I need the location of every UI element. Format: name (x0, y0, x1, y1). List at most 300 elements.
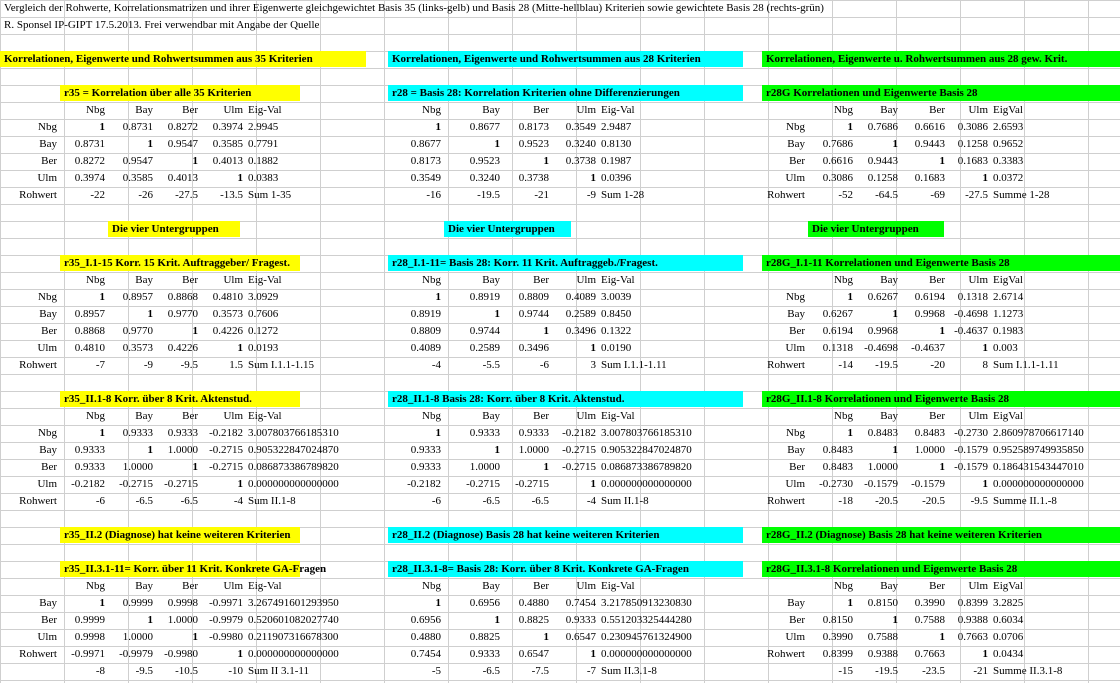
table-cell[interactable]: 1 (147, 138, 153, 150)
table-cell[interactable]: 0.9333 (469, 648, 500, 660)
table-cell[interactable]: -0.4637 (911, 342, 945, 354)
column-header[interactable]: Bay (135, 580, 153, 592)
table-cell[interactable]: 0.9333 (565, 614, 596, 626)
table-cell[interactable]: 0.4013 (167, 172, 198, 184)
table-cell[interactable]: -6.5 (482, 665, 500, 677)
column-header[interactable]: Nbg (422, 274, 441, 286)
table-cell[interactable]: 0.8677 (410, 138, 441, 150)
table-cell[interactable]: -19.5 (875, 665, 898, 677)
table-cell[interactable]: 0.3549 (565, 121, 596, 133)
table-cell[interactable]: 0.8399 (957, 597, 988, 609)
table-cell[interactable]: 3.007803766185310 (601, 427, 692, 439)
table-cell[interactable]: 0.8957 (122, 291, 153, 303)
column-header[interactable]: Ulm (968, 104, 988, 116)
row-label[interactable]: Rohwert (767, 495, 805, 507)
table-cell[interactable]: 1 (590, 342, 596, 354)
table-cell[interactable]: 0.3738 (518, 172, 549, 184)
subgroup-heading[interactable]: Die vier Untergruppen (108, 221, 240, 237)
table-cell[interactable]: -16 (426, 189, 441, 201)
table-cell[interactable]: 3.2825 (993, 597, 1024, 609)
table-cell[interactable]: 0.3549 (410, 172, 441, 184)
row-label[interactable] (366, 493, 396, 509)
table-cell[interactable]: -0.2182 (562, 427, 596, 439)
column-header[interactable]: Ulm (576, 104, 596, 116)
row-label[interactable] (366, 663, 396, 679)
column-header[interactable]: Nbg (422, 104, 441, 116)
row-label[interactable]: Ulm (785, 172, 805, 184)
table-cell[interactable]: 1 (892, 138, 898, 150)
table-cell[interactable]: 1 (494, 138, 500, 150)
table-cell[interactable]: Sum I.1.1-1.15 (248, 359, 314, 371)
table-cell[interactable]: 0.7454 (410, 648, 441, 660)
table-cell[interactable]: -23.5 (922, 665, 945, 677)
table-cell[interactable]: 1 (237, 478, 243, 490)
table-cell[interactable]: 0.3974 (74, 172, 105, 184)
table-cell[interactable]: Sum 1-28 (601, 189, 645, 201)
row-label[interactable]: Ulm (785, 631, 805, 643)
column-header[interactable]: Eig-Val (601, 410, 635, 422)
table-cell[interactable]: 1.0000 (167, 614, 198, 626)
column-header[interactable]: Bay (880, 580, 898, 592)
table-cell[interactable]: 0.6956 (469, 597, 500, 609)
column-header[interactable]: Eig-Val (601, 580, 635, 592)
table-cell[interactable]: 1 (494, 308, 500, 320)
row-label[interactable] (366, 306, 396, 322)
column-header[interactable]: Bay (482, 580, 500, 592)
table-cell[interactable]: 0.9744 (469, 325, 500, 337)
column-header[interactable]: EigVal (993, 580, 1023, 592)
column-header[interactable]: Nbg (422, 580, 441, 592)
row-label[interactable] (366, 187, 396, 203)
table-cell[interactable]: 0.7791 (248, 138, 279, 150)
subgroup-heading[interactable]: Die vier Untergruppen (808, 221, 944, 237)
table-cell[interactable]: -21 (534, 189, 549, 201)
table-cell[interactable]: 0.905322847024870 (248, 444, 339, 456)
table-cell[interactable]: 0.9333 (122, 427, 153, 439)
table-cell[interactable]: -7 (586, 665, 596, 677)
column-header[interactable]: Ber (182, 104, 198, 116)
table-cell[interactable]: 1 (435, 597, 441, 609)
table-cell[interactable]: 0.7663 (957, 631, 988, 643)
table-cell[interactable]: 0.8919 (410, 308, 441, 320)
row-label[interactable]: Rohwert (767, 359, 805, 371)
table-cell[interactable]: 0.086873386789820 (248, 461, 339, 473)
row-label[interactable]: Rohwert (19, 189, 57, 201)
row-label[interactable]: Nbg (786, 291, 805, 303)
block-title[interactable]: r28 = Basis 28: Korrelation Kriterien ohne Differenzierungen (388, 85, 743, 101)
table-cell[interactable]: 0.3738 (565, 155, 596, 167)
row-label[interactable] (366, 646, 396, 662)
column-header[interactable]: Ulm (968, 410, 988, 422)
table-cell[interactable]: 2.6714 (993, 291, 1024, 303)
row-label[interactable]: Rohwert (19, 648, 57, 660)
table-cell[interactable]: -9 (586, 189, 596, 201)
row-label[interactable]: Rohwert (19, 359, 57, 371)
table-cell[interactable]: 1 (237, 648, 243, 660)
table-cell[interactable]: -69 (930, 189, 945, 201)
table-cell[interactable]: 0.4810 (212, 291, 243, 303)
table-cell[interactable]: 2.9945 (248, 121, 279, 133)
row-label[interactable] (366, 340, 396, 356)
column-header[interactable]: Bay (135, 104, 153, 116)
column-header[interactable]: Bay (880, 410, 898, 422)
table-cell[interactable]: 0.8399 (822, 648, 853, 660)
table-cell[interactable]: 0.8809 (410, 325, 441, 337)
table-cell[interactable]: 0.000000000000000 (248, 478, 339, 490)
table-cell[interactable]: 3.217850913230830 (601, 597, 692, 609)
column-header[interactable]: Eig-Val (248, 104, 282, 116)
column-header[interactable]: Bay (880, 104, 898, 116)
table-cell[interactable]: 0.7454 (565, 597, 596, 609)
block-title[interactable]: r35_II.1-8 Korr. über 8 Krit. Aktenstud. (60, 391, 300, 407)
table-cell[interactable]: -6 (431, 495, 441, 507)
table-cell[interactable]: Sum I.1.1-1.11 (993, 359, 1059, 371)
column-header[interactable]: Ulm (576, 274, 596, 286)
column-header[interactable]: Nbg (422, 410, 441, 422)
table-cell[interactable]: 0.1258 (957, 138, 988, 150)
table-cell[interactable]: 0.9333 (518, 427, 549, 439)
table-cell[interactable]: 1 (590, 648, 596, 660)
table-cell[interactable]: -6 (95, 495, 105, 507)
table-cell[interactable]: 0.9998 (74, 631, 105, 643)
table-cell[interactable]: 1.0000 (518, 444, 549, 456)
table-cell[interactable]: 0.4089 (565, 291, 596, 303)
table-cell[interactable]: 0.9968 (867, 325, 898, 337)
table-cell[interactable]: 0.0193 (248, 342, 279, 354)
table-cell[interactable]: 1 (192, 155, 198, 167)
table-cell[interactable]: 0.1258 (867, 172, 898, 184)
table-cell[interactable]: 2.6593 (993, 121, 1024, 133)
table-cell[interactable]: -7 (95, 359, 105, 371)
table-cell[interactable]: -0.1579 (954, 461, 988, 473)
table-cell[interactable]: 0.1683 (957, 155, 988, 167)
row-label[interactable] (366, 629, 396, 645)
table-cell[interactable]: Summe 1-28 (993, 189, 1050, 201)
table-cell[interactable]: 1 (939, 461, 945, 473)
table-cell[interactable]: 1 (494, 444, 500, 456)
column-header[interactable]: Ber (182, 274, 198, 286)
table-cell[interactable]: 0.3974 (212, 121, 243, 133)
table-cell[interactable]: 0.8483 (822, 444, 853, 456)
table-cell[interactable]: 0.8868 (167, 291, 198, 303)
table-cell[interactable]: 1 (147, 308, 153, 320)
table-cell[interactable]: 0.000000000000000 (248, 648, 339, 660)
table-cell[interactable]: 0.7606 (248, 308, 279, 320)
table-cell[interactable]: 0.520601082027740 (248, 614, 339, 626)
table-cell[interactable]: 1 (892, 308, 898, 320)
row-label[interactable]: Bay (787, 597, 805, 609)
table-cell[interactable]: 0.000000000000000 (601, 478, 692, 490)
table-cell[interactable]: 1 (435, 121, 441, 133)
table-cell[interactable]: 1 (494, 614, 500, 626)
table-cell[interactable]: 0.7686 (867, 121, 898, 133)
table-cell[interactable]: -0.2730 (954, 427, 988, 439)
row-label[interactable]: Bay (787, 308, 805, 320)
group-heading[interactable]: Korrelationen, Eigenwerte und Rohwertsummen aus 35 Kriterien (0, 51, 366, 67)
row-label[interactable] (366, 425, 396, 441)
table-cell[interactable]: 0.9523 (518, 138, 549, 150)
block-title[interactable]: r35 = Korrelation über alle 35 Kriterien (60, 85, 300, 101)
table-cell[interactable]: 8 (982, 359, 988, 371)
table-cell[interactable]: -0.2715 (562, 444, 596, 456)
column-header[interactable]: Ber (182, 410, 198, 422)
table-cell[interactable]: 0.8868 (74, 325, 105, 337)
table-cell[interactable]: -4 (431, 359, 441, 371)
table-cell[interactable]: 0.1882 (248, 155, 279, 167)
column-header[interactable]: Nbg (86, 580, 105, 592)
table-cell[interactable]: 0.0434 (993, 648, 1024, 660)
table-cell[interactable]: 1 (847, 427, 853, 439)
table-cell[interactable]: 1 (892, 614, 898, 626)
table-cell[interactable]: 0.6616 (914, 121, 945, 133)
table-cell[interactable]: 1.0000 (914, 444, 945, 456)
table-cell[interactable]: -9.5 (135, 665, 153, 677)
column-header[interactable]: Bay (482, 274, 500, 286)
column-header[interactable]: Ber (182, 580, 198, 592)
table-cell[interactable]: -0.1579 (911, 478, 945, 490)
table-cell[interactable]: 1 (435, 427, 441, 439)
column-header[interactable]: Bay (880, 274, 898, 286)
row-label[interactable]: Bay (39, 138, 57, 150)
table-cell[interactable]: -0.9980 (164, 648, 198, 660)
row-label[interactable]: Nbg (38, 121, 57, 133)
table-cell[interactable]: -15 (838, 665, 853, 677)
column-header[interactable]: Ulm (223, 410, 243, 422)
table-cell[interactable]: 0.9333 (410, 461, 441, 473)
row-label[interactable] (366, 612, 396, 628)
table-cell[interactable]: 1 (99, 121, 105, 133)
table-cell[interactable]: 0.9547 (167, 138, 198, 150)
table-cell[interactable]: -9.5 (180, 359, 198, 371)
table-cell[interactable]: 0.003 (993, 342, 1018, 354)
table-cell[interactable]: 0.6034 (993, 614, 1024, 626)
table-cell[interactable]: 0.9968 (914, 308, 945, 320)
table-cell[interactable]: 0.9547 (122, 155, 153, 167)
row-label[interactable]: Bay (39, 308, 57, 320)
table-cell[interactable]: Sum 1-35 (248, 189, 292, 201)
table-cell[interactable]: -9 (143, 359, 153, 371)
table-cell[interactable]: 0.6547 (518, 648, 549, 660)
block-title[interactable]: r28_II.2 (Diagnose) Basis 28 hat keine weiteren Kriterien (388, 527, 743, 543)
row-label[interactable] (366, 357, 396, 373)
table-cell[interactable]: -20.5 (922, 495, 945, 507)
column-header[interactable]: Eig-Val (248, 274, 282, 286)
table-cell[interactable]: 1 (192, 461, 198, 473)
table-cell[interactable]: 0.086873386789820 (601, 461, 692, 473)
table-cell[interactable]: -21 (973, 665, 988, 677)
table-cell[interactable]: -20 (930, 359, 945, 371)
table-cell[interactable]: 0.8150 (822, 614, 853, 626)
table-cell[interactable]: 0.8272 (167, 121, 198, 133)
table-cell[interactable]: -0.1579 (864, 478, 898, 490)
table-cell[interactable]: 1 (982, 172, 988, 184)
row-label[interactable] (366, 289, 396, 305)
table-cell[interactable]: -0.4637 (954, 325, 988, 337)
table-cell[interactable]: 0.9333 (74, 461, 105, 473)
table-cell[interactable]: 0.905322847024870 (601, 444, 692, 456)
table-cell[interactable]: -52 (838, 189, 853, 201)
table-cell[interactable]: -9.5 (970, 495, 988, 507)
row-label[interactable]: Ulm (785, 478, 805, 490)
table-cell[interactable]: 0.6616 (822, 155, 853, 167)
row-label[interactable]: Rohwert (19, 495, 57, 507)
table-cell[interactable]: 0.2589 (469, 342, 500, 354)
block-title[interactable]: r28G Korrelationen und Eigenwerte Basis 28 (762, 85, 1120, 101)
table-cell[interactable]: -6.5 (531, 495, 549, 507)
table-cell[interactable]: -8 (95, 665, 105, 677)
table-cell[interactable]: Summe II.3.1-8 (993, 665, 1063, 677)
column-header[interactable]: Eig-Val (601, 104, 635, 116)
table-cell[interactable]: 0.3573 (212, 308, 243, 320)
column-header[interactable]: Eig-Val (601, 274, 635, 286)
table-cell[interactable]: 0.6194 (914, 291, 945, 303)
column-header[interactable]: Bay (135, 410, 153, 422)
table-cell[interactable]: -6.5 (482, 495, 500, 507)
table-cell[interactable]: -14 (838, 359, 853, 371)
table-cell[interactable]: 0.8483 (822, 461, 853, 473)
table-cell[interactable]: 1 (99, 291, 105, 303)
row-label[interactable]: Ber (789, 614, 805, 626)
table-cell[interactable]: -6 (539, 359, 549, 371)
table-cell[interactable]: 1 (847, 121, 853, 133)
table-cell[interactable]: 1 (939, 325, 945, 337)
table-cell[interactable]: -0.9979 (209, 614, 243, 626)
table-cell[interactable]: Summe II.1.-8 (993, 495, 1057, 507)
row-label[interactable]: Nbg (786, 121, 805, 133)
block-title[interactable]: r35_II.3.1-11= Korr. über 11 Krit. Konkrete GA-Fragen (60, 561, 300, 577)
table-cell[interactable]: 0.3496 (565, 325, 596, 337)
table-cell[interactable]: 1 (982, 648, 988, 660)
row-label[interactable]: Ber (789, 155, 805, 167)
table-cell[interactable]: 0.1318 (957, 291, 988, 303)
table-cell[interactable]: 0.8272 (74, 155, 105, 167)
row-label[interactable]: Bay (787, 444, 805, 456)
table-cell[interactable]: 0.6194 (822, 325, 853, 337)
row-label[interactable]: Ulm (37, 172, 57, 184)
table-cell[interactable]: 0.9388 (957, 614, 988, 626)
table-cell[interactable]: 2.9487 (601, 121, 632, 133)
table-cell[interactable]: 0.9523 (469, 155, 500, 167)
table-cell[interactable]: 1 (939, 155, 945, 167)
table-cell[interactable]: 1 (99, 427, 105, 439)
table-cell[interactable]: Sum I.1.1-1.11 (601, 359, 667, 371)
table-cell[interactable]: 0.3086 (957, 121, 988, 133)
table-cell[interactable]: 0.6956 (410, 614, 441, 626)
table-cell[interactable]: 0.8450 (601, 308, 632, 320)
table-cell[interactable]: 0.4226 (167, 342, 198, 354)
column-header[interactable]: Ulm (223, 274, 243, 286)
column-header[interactable]: Eig-Val (248, 580, 282, 592)
table-cell[interactable]: 0.1983 (993, 325, 1024, 337)
table-cell[interactable]: 0.9770 (167, 308, 198, 320)
table-cell[interactable]: 0.0706 (993, 631, 1024, 643)
table-cell[interactable]: 0.2589 (565, 308, 596, 320)
table-cell[interactable]: 0.186431543447010 (993, 461, 1084, 473)
table-cell[interactable]: 0.9998 (167, 597, 198, 609)
table-cell[interactable]: -0.2715 (209, 444, 243, 456)
table-cell[interactable]: 0.4880 (518, 597, 549, 609)
table-cell[interactable]: 1 (543, 631, 549, 643)
table-cell[interactable]: 1 (590, 478, 596, 490)
table-cell[interactable]: 0.4880 (410, 631, 441, 643)
table-cell[interactable]: 0.8173 (410, 155, 441, 167)
table-cell[interactable]: 0.8150 (867, 597, 898, 609)
row-label[interactable]: Ulm (37, 631, 57, 643)
table-cell[interactable]: 0.9999 (74, 614, 105, 626)
column-header[interactable]: Ulm (576, 580, 596, 592)
column-header[interactable]: Bay (482, 410, 500, 422)
column-header[interactable]: Ber (929, 274, 945, 286)
table-cell[interactable]: 0.8173 (518, 121, 549, 133)
table-cell[interactable]: 1 (237, 172, 243, 184)
table-cell[interactable]: 0.1272 (248, 325, 279, 337)
table-cell[interactable]: 0.0383 (248, 172, 279, 184)
table-cell[interactable]: 0.8731 (122, 121, 153, 133)
column-header[interactable]: Ber (533, 580, 549, 592)
table-cell[interactable]: -22 (90, 189, 105, 201)
table-cell[interactable]: 1.5 (229, 359, 243, 371)
table-cell[interactable]: -7.5 (531, 665, 549, 677)
table-cell[interactable]: Sum II.3.1-8 (601, 665, 657, 677)
row-label[interactable] (366, 153, 396, 169)
column-header[interactable]: EigVal (993, 104, 1023, 116)
block-title[interactable]: r28G_I.1-11 Korrelationen und Eigenwerte Basis 28 (762, 255, 1120, 271)
header-line[interactable]: Vergleich der Rohwerte, Korrelationsmatrizen und ihrer Eigenwerte gleichgewichtet Basis 35 (links-gelb) und Basis 28 (Mitte-hellblau) Kriterien sowie gewichtete Basis 28 (rechts-grün) (4, 2, 824, 14)
table-cell[interactable]: -26 (138, 189, 153, 201)
table-cell[interactable]: 0.8957 (74, 308, 105, 320)
table-cell[interactable]: 0.3990 (822, 631, 853, 643)
table-cell[interactable]: 0.3240 (469, 172, 500, 184)
table-cell[interactable]: 0.9443 (867, 155, 898, 167)
column-header[interactable]: Ber (929, 580, 945, 592)
table-cell[interactable]: -0.2182 (71, 478, 105, 490)
row-label[interactable]: Ber (41, 155, 57, 167)
table-cell[interactable]: 0.8483 (914, 427, 945, 439)
table-cell[interactable]: 0.4810 (74, 342, 105, 354)
table-cell[interactable]: -4 (586, 495, 596, 507)
table-cell[interactable]: 0.8130 (601, 138, 632, 150)
row-label[interactable]: Bay (39, 444, 57, 456)
table-cell[interactable]: 1 (847, 291, 853, 303)
table-cell[interactable]: 0.6267 (822, 308, 853, 320)
group-heading[interactable]: Korrelationen, Eigenwerte und Rohwertsummen aus 28 Kriterien (388, 51, 743, 67)
table-cell[interactable]: -0.9979 (119, 648, 153, 660)
table-cell[interactable]: 3.0929 (248, 291, 279, 303)
table-cell[interactable]: 0.6547 (565, 631, 596, 643)
table-cell[interactable]: 1 (543, 155, 549, 167)
column-header[interactable]: Eig-Val (248, 410, 282, 422)
table-cell[interactable]: 1.0000 (867, 461, 898, 473)
table-cell[interactable]: 1 (237, 342, 243, 354)
table-cell[interactable]: -0.2715 (119, 478, 153, 490)
table-cell[interactable]: -20.5 (875, 495, 898, 507)
table-cell[interactable]: 1 (543, 461, 549, 473)
row-label[interactable]: Bay (787, 138, 805, 150)
table-cell[interactable]: 1 (982, 342, 988, 354)
table-cell[interactable]: 1 (192, 631, 198, 643)
table-cell[interactable]: 0.0396 (601, 172, 632, 184)
block-title[interactable]: r28G_II.1-8 Korrelationen und Eigenwerte Basis 28 (762, 391, 1120, 407)
table-cell[interactable]: 0.8919 (469, 291, 500, 303)
table-cell[interactable]: 0.9388 (867, 648, 898, 660)
table-cell[interactable]: 0.3383 (993, 155, 1024, 167)
column-header[interactable]: Ulm (968, 580, 988, 592)
block-title[interactable]: r35_II.2 (Diagnose) hat keine weiteren Kriterien (60, 527, 300, 543)
row-label[interactable] (0, 663, 60, 679)
column-header[interactable]: Bay (135, 274, 153, 286)
table-cell[interactable]: 3.0039 (601, 291, 632, 303)
table-cell[interactable]: -4 (233, 495, 243, 507)
